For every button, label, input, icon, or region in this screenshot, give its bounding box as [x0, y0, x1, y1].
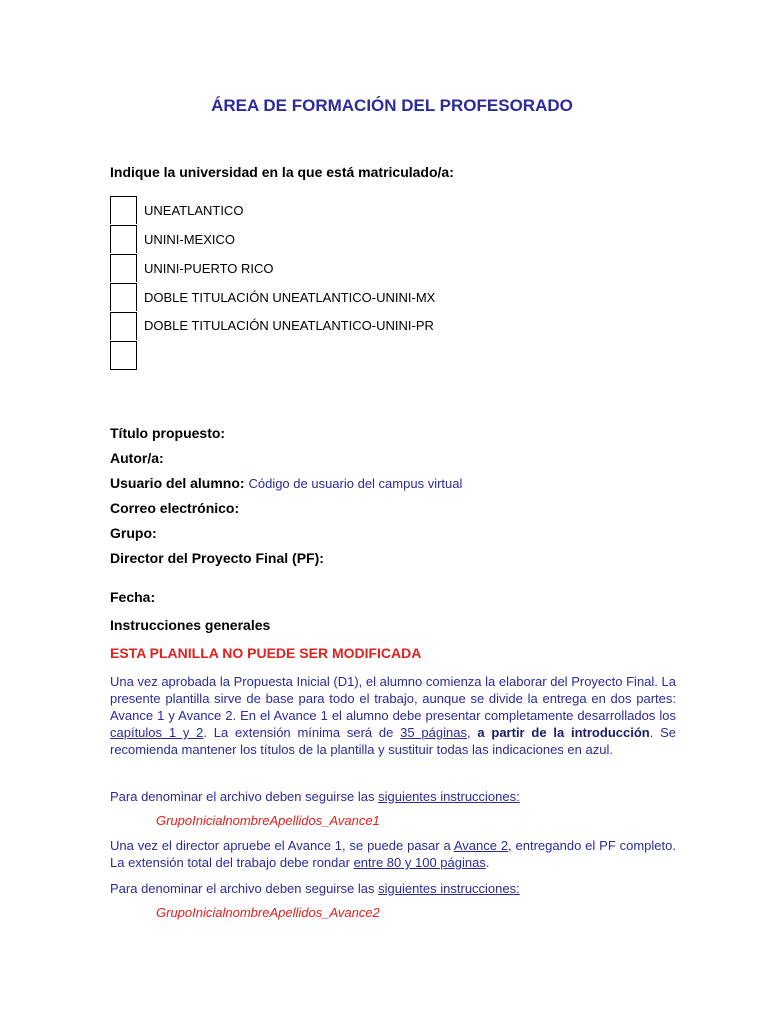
underlined-text: siguientes instrucciones:	[378, 789, 520, 804]
field-label: Fecha:	[110, 589, 156, 605]
filename-avance-2: GrupoInicialnombreApellidos_Avance2	[156, 905, 380, 920]
checkbox-doble-pr[interactable]	[110, 312, 137, 340]
text-run: entregando el PF completo. La extensión total del trabajo debe rondar	[110, 838, 676, 870]
field-label: Usuario del alumno:	[110, 475, 245, 491]
instructions-paragraph-1	[110, 673, 676, 758]
field-fecha	[110, 589, 155, 605]
field-label: Correo electrónico:	[110, 500, 240, 516]
text-run: ,	[466, 725, 478, 740]
text-run: . Se recomienda mantener los títulos de la plantilla y sustituir todas las indicaciones en azul.	[110, 725, 677, 757]
field-label: Director del Proyecto Final (PF):	[110, 550, 324, 566]
field-usuario	[110, 475, 462, 491]
checkbox-uneatlantico[interactable]	[110, 196, 137, 224]
naming-instructions-1	[110, 788, 676, 805]
university-option-label: DOBLE TITULACIÓN UNEATLANTICO-UNINI-MX	[144, 290, 436, 305]
text-run: Para denominar el archivo deben seguirse las	[110, 881, 379, 896]
field-autor	[110, 450, 164, 466]
underlined-text: 35 páginas	[400, 725, 467, 740]
underlined-text: capítulos 1 y 2	[110, 725, 204, 740]
underlined-text: entre 80 y 100 páginas	[353, 855, 486, 870]
bold-text: a partir de la introducción	[477, 725, 650, 740]
university-option-label: UNINI-MEXICO	[144, 232, 235, 247]
field-label: Título propuesto:	[110, 425, 226, 441]
filename-avance-1: GrupoInicialnombreApellidos_Avance1	[156, 813, 380, 828]
section-heading-instrucciones	[110, 617, 270, 633]
text-run: Para denominar el archivo deben seguirse las	[110, 789, 379, 804]
field-titulo	[110, 425, 225, 441]
underlined-text: siguientes instrucciones:	[378, 881, 520, 896]
checkbox-unini-mexico[interactable]	[110, 225, 137, 253]
field-label: Grupo:	[110, 525, 157, 541]
university-option-label: UNINI-PUERTO RICO	[144, 261, 274, 276]
text-run: . La extensión mínima será de	[203, 725, 401, 740]
university-prompt: Indique la universidad en la que está matriculado/a:	[110, 164, 454, 180]
university-option-label: DOBLE TITULACIÓN UNEATLANTICO-UNINI-PR	[144, 318, 434, 333]
section-heading: Instrucciones generales	[110, 617, 271, 633]
university-option-label: UNEATLANTICO	[144, 203, 244, 218]
field-grupo	[110, 525, 157, 541]
checkbox-doble-mx[interactable]	[110, 283, 137, 311]
field-label: Autor/a:	[110, 450, 164, 466]
checkbox-unini-puerto-rico[interactable]	[110, 254, 137, 282]
text-run: .	[485, 855, 490, 870]
field-correo	[110, 500, 239, 516]
underlined-text: Avance 2,	[453, 838, 512, 853]
field-value: Código de usuario del campus virtual	[248, 476, 463, 491]
page-title: ÁREA DE FORMACIÓN DEL PROFESORADO	[211, 96, 573, 115]
text-run: Una vez aprobada la Propuesta Inicial (D1), el alumno comienza la elaborar del Proyecto Final. La presente plantilla sirve de base para todo el trabajo, aunque se divide la entrega en dos partes: Avance 1 y Avance 2. En el Avance 1 el alumno debe presentar completamente desarrollados los	[110, 674, 676, 723]
text-run: Una vez el director apruebe el Avance 1, se puede pasar a	[110, 838, 454, 853]
instructions-paragraph-2	[110, 837, 676, 871]
field-director	[110, 550, 324, 566]
naming-instructions-2	[110, 880, 676, 897]
warning-text: ESTA PLANILLA NO PUEDE SER MODIFICADA	[110, 645, 422, 661]
checkbox-empty[interactable]	[110, 341, 137, 370]
